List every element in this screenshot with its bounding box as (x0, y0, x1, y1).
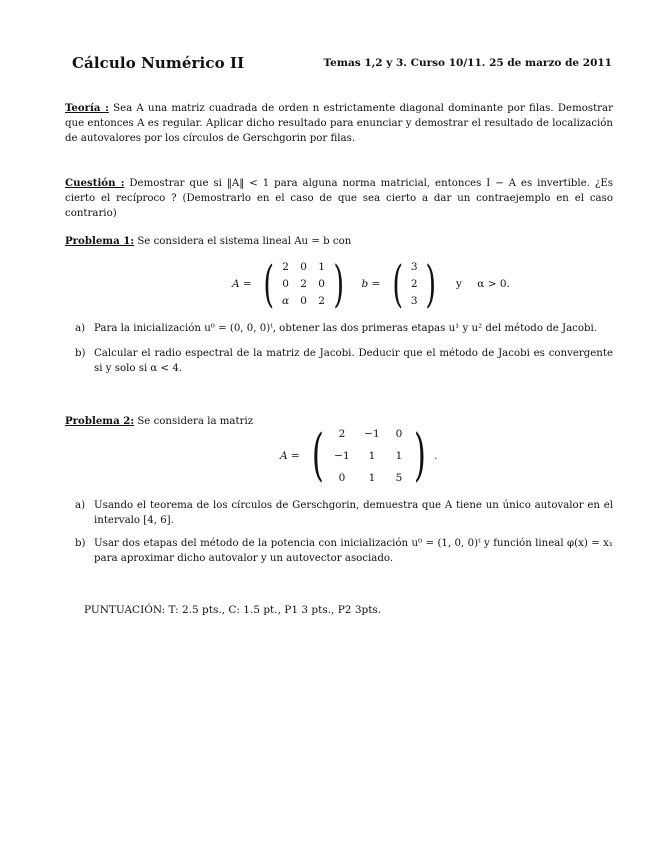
matrix-cell: 2 (338, 428, 346, 440)
matrix-cell: 0 (318, 278, 325, 290)
problema1-conjunction: y (456, 278, 462, 290)
problema2-item-a (75, 498, 613, 528)
vector-cell: 3 (410, 261, 418, 273)
vector-cell: 3 (410, 295, 418, 307)
matrix-cell: 1 (368, 450, 376, 462)
problema2-matrix-A: ( 2 −1 0 −1 1 1 0 1 5 ) (311, 423, 426, 488)
matrix-cell: 1 (368, 472, 376, 484)
problema1-label: Problema 1: (65, 235, 135, 247)
teoria-text: Sea A una matriz cuadrada de orden n estrictamente diagonal dominante por filas. Demostrar que entonces A es regular. Aplicar dicho resultado para enunciar y demostrar el resultado de localización de autovalores por los círculos de Gerschgorin por filas. (65, 103, 613, 144)
matrix-cell: 0 (395, 428, 403, 440)
matrix-cell: 1 (318, 261, 325, 273)
cuestion-section (65, 176, 613, 221)
cuestion-label: Cuestión : (65, 177, 125, 189)
item-key: a) (75, 500, 86, 511)
exam-header (72, 54, 612, 74)
matrix-cell: 5 (395, 472, 403, 484)
problema1-item-b (75, 346, 613, 376)
problema2-intro: Se considera la matriz (137, 416, 254, 427)
puntuacion: PUNTUACIÓN: T: 2.5 pts., C: 1.5 pt., P1 3 pts., P2 3pts. (84, 604, 382, 616)
problema1-matrix-label: A = (232, 278, 252, 290)
teoria-section (65, 101, 613, 146)
item-text: Calcular el radio espectral de la matriz de Jacobi. Deducir que el método de Jacobi es convergente si y solo si α < 4. (94, 348, 613, 374)
course-title: Cálculo Numérico II (72, 54, 245, 72)
matrix-cell: 0 (300, 261, 307, 273)
cuestion-text: Demostrar que si ‖A‖ < 1 para alguna norma matricial, entonces I − A es invertible. ¿Es cierto el recíproco ? (Demostrarlo en el caso de que sea cierto a dar un contraejemplo en el caso contrario) (65, 178, 613, 219)
problema1-vector-label: b = (361, 278, 381, 290)
problema2-item-b (75, 536, 613, 566)
problema1-vector-b: ( 3 2 3 ) (392, 255, 437, 313)
item-key: a) (75, 323, 86, 334)
problema1-intro: Se considera el sistema lineal Au = b con (137, 236, 352, 247)
exam-info: Temas 1,2 y 3. Curso 10/11. 25 de marzo de 2011 (323, 57, 612, 69)
teoria-label: Teoría : (65, 102, 109, 114)
matrix-cell: 2 (318, 295, 325, 307)
item-text: Para la inicialización u⁰ = (0, 0, 0)ᵗ, obtener las dos primeras etapas u¹ y u² del método de Jacobi. (94, 323, 598, 334)
item-text: Usando el teorema de los círculos de Gerschgorin, demuestra que A tiene un único autovalor en el intervalo [4, 6]. (94, 500, 613, 526)
problema1-condition: α > 0. (477, 278, 510, 290)
problema2-label: Problema 2: (65, 415, 135, 427)
item-key: b) (75, 538, 86, 549)
vector-cell: 2 (410, 278, 418, 290)
matrix-cell: 1 (395, 450, 403, 462)
problema1-matrix-A: ( 2 0 1 0 2 0 α 0 2 ) (263, 255, 344, 313)
matrix-cell: 2 (300, 278, 307, 290)
problema2-matrix-label: A = (280, 450, 300, 462)
matrix-cell: 0 (282, 278, 289, 290)
problema2-matrix-suffix: . (434, 450, 438, 462)
problema1-item-a (75, 321, 613, 336)
matrix-cell: 0 (300, 295, 307, 307)
problema2-equation (280, 423, 438, 488)
matrix-cell: 0 (338, 472, 346, 484)
matrix-cell: −1 (334, 450, 350, 462)
problema1-equation (232, 255, 510, 313)
matrix-cell: −1 (364, 428, 380, 440)
matrix-cell: α (282, 295, 290, 307)
problema1-heading (65, 234, 613, 249)
item-key: b) (75, 348, 86, 359)
item-text: Usar dos etapas del método de la potencia con inicialización u⁰ = (1, 0, 0)ᵗ y función lineal φ(x) = x₁ para aproximar dicho autovalor y un autovector asociado. (94, 538, 613, 564)
matrix-cell: 2 (282, 261, 289, 273)
